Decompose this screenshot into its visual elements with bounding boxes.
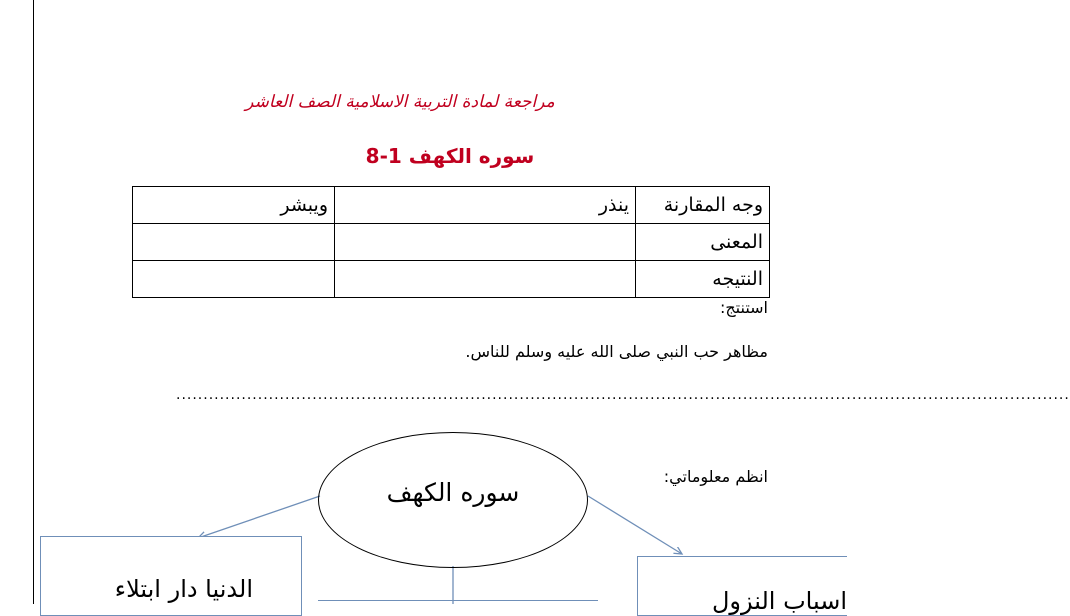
answer-dotted-line[interactable]: .................................................................................................................................................................... [176,387,1070,403]
right-concept-text: اسباب النزول [711,587,847,615]
table-cell: النتيجه [636,261,770,298]
table-header-cell: ينذر [335,187,636,224]
center-ellipse-label: سوره الكهف [386,478,520,507]
question-text: مظاهر حب النبي صلى الله عليه وسلم للناس. [465,342,768,361]
lesson-title: سوره الكهف 1-8 [365,144,535,168]
right-concept-box [637,556,847,616]
left-concept-box [40,536,302,616]
conclude-label: استنتج: [719,298,768,317]
table-header-cell: ويبشر [133,187,335,224]
organize-label: انظم معلوماتي: [663,467,768,486]
arrow-to-right-box [588,496,682,554]
left-concept-text: الدنيا دار ابتلاء [114,575,253,603]
table-header-cell: وجه المقارنة [636,187,770,224]
bottom-concept-box [318,600,598,611]
worksheet-header: مراجعة لمادة التربية الاسلامية الصف العاشر [245,92,555,112]
table-cell: المعنى [636,224,770,261]
arrow-to-left-box [198,496,320,538]
